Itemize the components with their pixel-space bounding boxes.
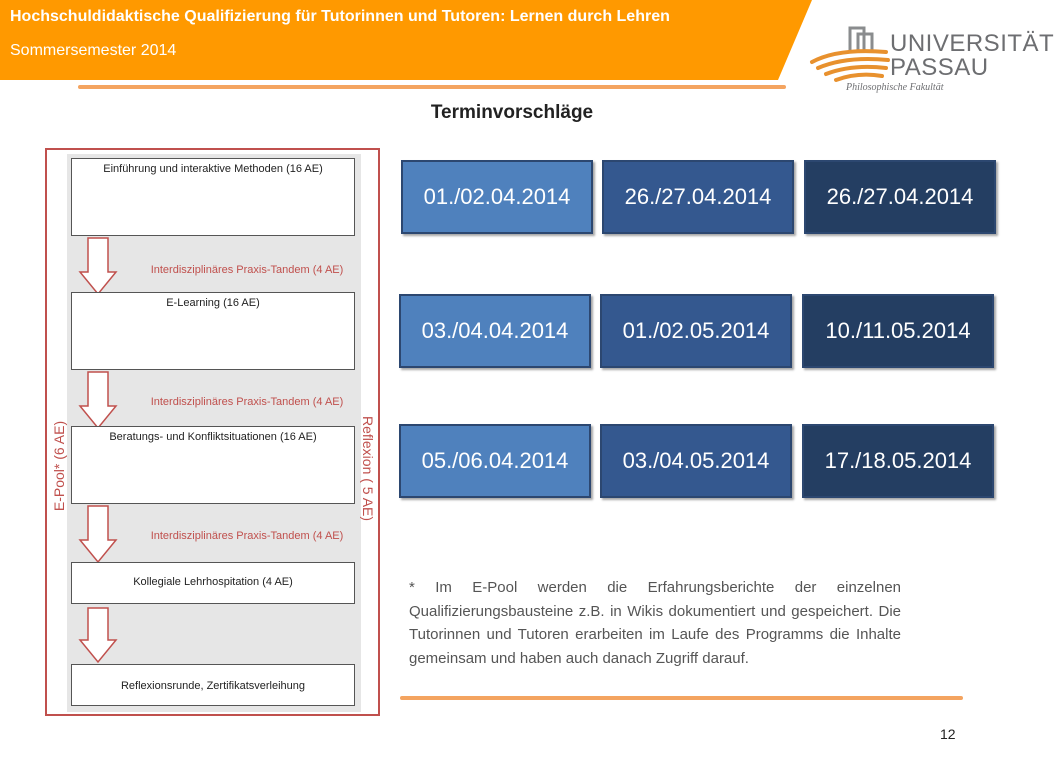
- header-title: Hochschuldidaktische Qualifizierung für Tutorinnen und Tutoren: Lernen durch Lehren: [10, 8, 670, 25]
- date-box: 10./11.05.2014: [802, 294, 994, 368]
- arrow-down-icon: [79, 238, 117, 296]
- date-box: 17./18.05.2014: [802, 424, 994, 498]
- tandem-label-2: Interdisziplinäres Praxis-Tandem (4 AE): [150, 396, 344, 408]
- date-box: 26./27.04.2014: [602, 160, 794, 234]
- date-box: 01./02.05.2014: [600, 294, 792, 368]
- logo-text-line3: Philosophische Fakultät: [846, 82, 944, 93]
- reflexion-label: Reflexion ( 5 AE): [360, 416, 376, 522]
- footnote-divider: [400, 696, 963, 700]
- header-subtitle: Sommersemester 2014: [10, 42, 177, 59]
- arrow-down-icon: [79, 506, 117, 564]
- date-box: 03./04.04.2014: [399, 294, 591, 368]
- arrow-down-icon: [79, 608, 117, 664]
- stage-box-2: E-Learning (16 AE): [71, 292, 355, 370]
- stage-box-1: Einführung und interaktive Methoden (16 AE): [71, 158, 355, 236]
- logo-text-line2: PASSAU: [890, 54, 989, 81]
- footnote-text: * Im E-Pool werden die Erfahrungsberichte der einzelnen Qualifizierungsbausteine z.B. in Wikis dokumentiert und gespeichert. Die Tutorinnen und Tutoren erarbeiten im Laufe des Programms die Inhalte gemeinsam und haben auch danach Zugriff darauf.: [409, 579, 901, 667]
- side-label-left: [53, 420, 67, 520]
- date-box: 01./02.04.2014: [401, 160, 593, 234]
- date-box: 26./27.04.2014: [804, 160, 996, 234]
- page-number: 12: [940, 726, 956, 742]
- date-box: 05./06.04.2014: [399, 424, 591, 498]
- e-pool-label: E-Pool* (6 AE): [51, 420, 67, 512]
- program-diagram: [45, 148, 380, 716]
- stage-box-3: Beratungs- und Konfliktsituationen (16 AE): [71, 426, 355, 504]
- tandem-label-3: Interdisziplinäres Praxis-Tandem (4 AE): [150, 530, 344, 542]
- date-box: 03./04.05.2014: [600, 424, 792, 498]
- logo-text-line1: UNIVERSITÄT: [890, 30, 1054, 57]
- page-title: Terminvorschläge: [430, 102, 594, 123]
- side-label-right: [360, 416, 376, 522]
- header-divider: [78, 85, 786, 89]
- stage-box-4: Kollegiale Lehrhospitation (4 AE): [71, 562, 355, 604]
- stage-box-5: Reflexionsrunde, Zertifikatsverleihung: [71, 664, 355, 706]
- tandem-label-1: Interdisziplinäres Praxis-Tandem (4 AE): [150, 264, 344, 276]
- arrow-down-icon: [79, 372, 117, 430]
